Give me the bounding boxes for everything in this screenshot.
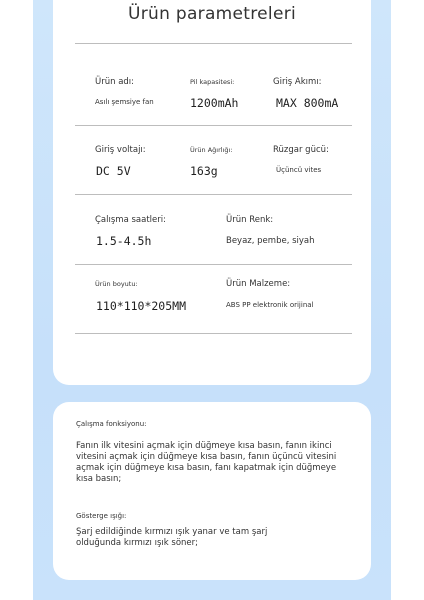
material-label: Ürün Malzeme:: [226, 279, 291, 289]
page-title: Ürün parametreleri: [127, 4, 297, 24]
hours-value: 1.5-4.5h: [96, 234, 152, 248]
product-name-value: Asılı şemsiye fan: [95, 98, 154, 106]
indicator-label: Gösterge ışığı:: [76, 512, 127, 520]
material-value: ABS PP elektronik orijinal: [226, 301, 314, 309]
divider: [75, 43, 352, 44]
divider: [75, 125, 352, 126]
function-line: kısa basın;: [76, 474, 122, 484]
color-value: Beyaz, pembe, siyah: [226, 236, 315, 246]
indicator-line: olduğunda kırmızı ışık söner;: [76, 538, 198, 548]
input-voltage-value: DC 5V: [96, 164, 131, 178]
color-label: Ürün Renk:: [226, 215, 274, 225]
product-name-label: Ürün adı:: [95, 77, 135, 87]
function-label: Çalışma fonksiyonu:: [76, 420, 147, 428]
indicator-line: Şarj edildiğinde kırmızı ışık yanar ve tam şarj: [76, 527, 268, 537]
weight-value: 163g: [190, 164, 218, 178]
function-card: [53, 402, 371, 580]
size-value: 110*110*205MM: [96, 299, 187, 313]
battery-label: Pil kapasitesi:: [190, 78, 235, 86]
weight-label: Ürün Ağırlığı:: [190, 146, 233, 154]
function-line: açmak için düğmeye kısa basın, fanı kapatmak için düğmeye: [76, 463, 337, 473]
function-text: [76, 441, 346, 485]
battery-value: 1200mAh: [190, 96, 239, 110]
wind-label: Rüzgar gücü:: [273, 145, 329, 155]
divider: [75, 194, 352, 195]
input-current-label: Giriş Akımı:: [273, 77, 322, 87]
function-line: Fanın ilk vitesini açmak için düğmeye kısa basın, fanın ikinci: [76, 441, 332, 451]
input-voltage-label: Giriş voltajı:: [95, 145, 146, 155]
wind-value: Üçüncü vites: [276, 166, 322, 174]
parameters-card: [53, 0, 371, 385]
input-current-value: MAX 800mA: [276, 96, 339, 110]
hours-label: Çalışma saatleri:: [95, 215, 166, 225]
function-line: vitesini açmak için düğmeye kısa basın, fanın üçüncü vitesini: [76, 452, 337, 462]
size-label: Ürün boyutu:: [95, 280, 138, 288]
divider: [75, 264, 352, 265]
indicator-text: [76, 527, 346, 549]
divider: [75, 333, 352, 334]
